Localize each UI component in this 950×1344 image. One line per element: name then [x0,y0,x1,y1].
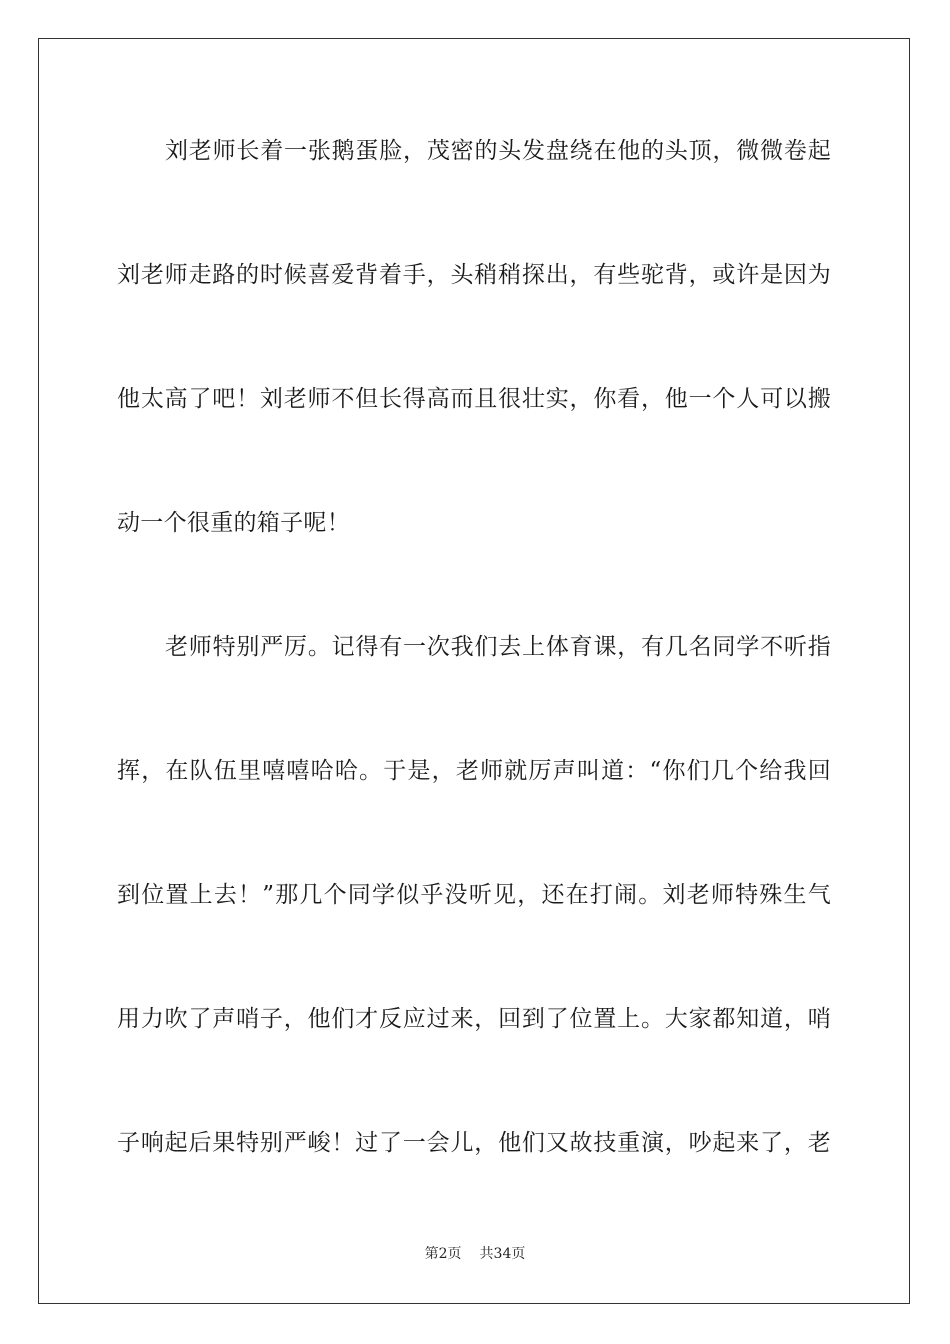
paragraph-line: 老师特别严厉。记得有一次我们去上体育课，有几名同学不听指 [165,634,831,660]
paragraph-line: 用力吹了声哨子，他们才反应过来，回到了位置上。大家都知道，哨 [117,1006,831,1032]
paragraph-line: 刘老师走路的时候喜爱背着手，头稍稍探出，有些驼背，或许是因为 [117,262,831,288]
page-number: 第2页 [424,1246,462,1262]
page-border [38,38,910,1304]
paragraph-line: 到位置上去！”那几个同学似乎没听见，还在打闹。刘老师特殊生气 [117,882,831,908]
page-footer [0,1244,950,1264]
page-total: 共34页 [479,1246,526,1262]
paragraph-line: 动一个很重的箱子呢！ [117,510,350,536]
paragraph-line: 刘老师长着一张鹅蛋脸，茂密的头发盘绕在他的头顶，微微卷起 [165,138,831,164]
paragraph-line: 子响起后果特别严峻！过了一会儿，他们又故技重演，吵起来了，老 [117,1130,831,1156]
paragraph-line: 挥，在队伍里嘻嘻哈哈。于是，老师就厉声叫道：“你们几个给我回 [117,758,831,784]
paragraph-line: 他太高了吧！刘老师不但长得高而且很壮实，你看，他一个人可以搬 [117,386,831,412]
